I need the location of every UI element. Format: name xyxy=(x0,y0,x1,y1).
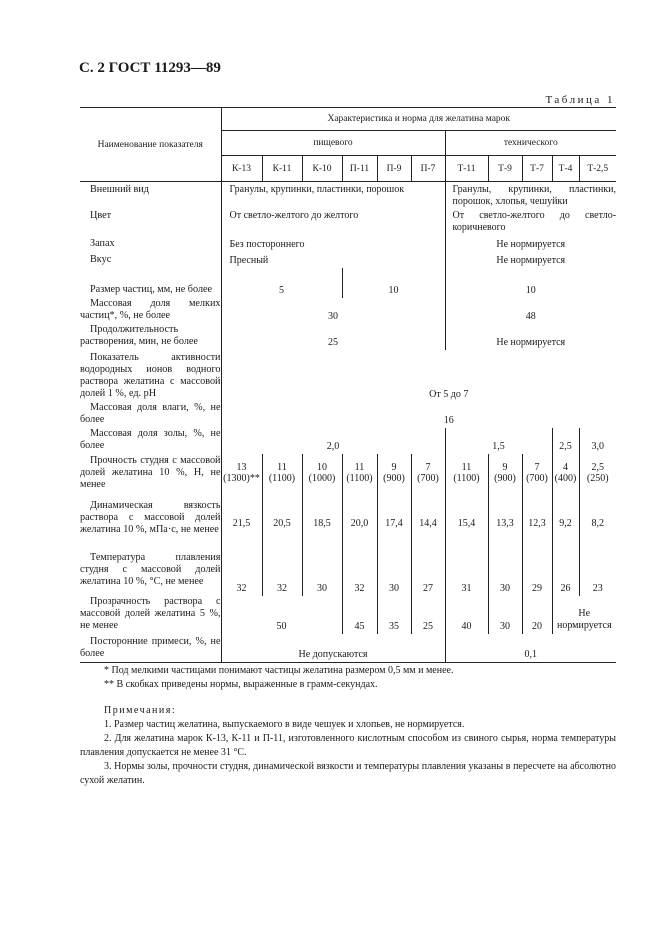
row-name-viscosity: Динамическая вязкость раствора с массовой долей желатина 10 %, мПа·с, не менее xyxy=(80,500,221,535)
transparency-t7: 20 xyxy=(522,596,552,634)
melting-temp-cell: 30 xyxy=(377,544,411,596)
transparency-t9: 30 xyxy=(488,596,522,634)
gel-strength-cell: 10 (1000) xyxy=(302,454,342,492)
melting-temp-cell: 32 xyxy=(342,544,377,596)
grade-header: П-11 xyxy=(342,156,377,182)
transparency-p11: 45 xyxy=(342,596,377,634)
viscosity-cell: 18,5 xyxy=(302,492,342,544)
row-name-dissolve-time: Продолжительность растворения, мин, не более xyxy=(80,324,198,347)
row-name-taste: Вкус xyxy=(90,254,112,265)
dissolve-time-food: 25 xyxy=(221,324,445,350)
fine-particles-food: 30 xyxy=(221,298,445,324)
grade-header: Т-9 xyxy=(488,156,522,182)
particle-size-k: 5 xyxy=(221,268,342,298)
gel-strength-cell: 13 (1300)** xyxy=(221,454,262,492)
viscosity-cell: 17,4 xyxy=(377,492,411,544)
viscosity-cell: 14,4 xyxy=(411,492,445,544)
melting-temp-cell: 32 xyxy=(221,544,262,596)
dissolve-time-tech: Не нормируется xyxy=(445,324,616,350)
row-name-ph: Показатель активности водородных ионов водного раствора желатина с массовой долей 1 %, ед. pH xyxy=(80,352,221,399)
transparency-p9: 35 xyxy=(377,596,411,634)
gel-strength-cell: 2,5 (250) xyxy=(579,454,616,492)
grade-header: П-7 xyxy=(411,156,445,182)
notes-block xyxy=(80,664,616,788)
ash-food: 2,0 xyxy=(221,428,445,454)
fine-particles-tech: 48 xyxy=(445,298,616,324)
viscosity-cell: 21,5 xyxy=(221,492,262,544)
row-name-smell: Запах xyxy=(90,238,115,249)
row-name-ash: Массовая доля золы, %, не более xyxy=(80,428,221,451)
footnote: ** В скобках приведены нормы, выраженные в грамм-секундах. xyxy=(104,679,378,690)
moisture-value: 16 xyxy=(221,402,616,428)
grade-header: К-13 xyxy=(221,156,262,182)
row-name-fine-particles: Массовая доля мелких частиц*, %, не более xyxy=(80,298,221,321)
transparency-t11: 40 xyxy=(445,596,488,634)
melting-temp-cell: 30 xyxy=(302,544,342,596)
color-tech: От светло-желтого до светло-коричневого xyxy=(445,208,616,236)
color-food: От светло-желтого до желтого xyxy=(221,208,445,236)
viscosity-cell: 9,2 xyxy=(552,492,579,544)
gel-strength-cell: 11 (1100) xyxy=(445,454,488,492)
particle-size-tech: 10 xyxy=(445,268,616,298)
grade-header: Т-4 xyxy=(552,156,579,182)
grade-header: Т-11 xyxy=(445,156,488,182)
food-grade-header: пищевого xyxy=(221,131,445,156)
appearance-tech: Гранулы, крупинки, пластинки, порошок, хлопья, чешуйки xyxy=(445,182,616,209)
melting-temp-cell: 30 xyxy=(488,544,522,596)
note-item: 3. Нормы золы, прочности студня, динамической вязкости и температуры плавления указаны в пересчете на абсолютно сухой желатин. xyxy=(80,761,616,786)
viscosity-cell: 13,3 xyxy=(488,492,522,544)
col-name-header: Наименование показателя xyxy=(80,108,221,182)
tech-grade-header: технического xyxy=(445,131,616,156)
viscosity-cell: 15,4 xyxy=(445,492,488,544)
grade-header: Т-2,5 xyxy=(579,156,616,182)
smell-food: Без постороннего xyxy=(221,236,445,252)
row-name-impurities: Посторонние примеси, %, не более xyxy=(80,634,221,662)
viscosity-cell: 12,3 xyxy=(522,492,552,544)
melting-temp-cell: 23 xyxy=(579,544,616,596)
row-name-transparency: Прозрачность раствора с массовой долей желатина 5 %, не менее xyxy=(80,596,221,631)
transparency-t4-t25: Не нормируется xyxy=(552,596,616,634)
table-caption: Таблица 1 xyxy=(545,94,615,106)
grade-header: П-9 xyxy=(377,156,411,182)
impurities-food: Не допускаются xyxy=(221,634,445,662)
grade-header: Т-7 xyxy=(522,156,552,182)
taste-tech: Не нормируется xyxy=(445,252,616,268)
impurities-tech: 0,1 xyxy=(445,634,616,662)
gel-strength-cell: 9 (900) xyxy=(377,454,411,492)
group-title: Характеристика и норма для желатина марок xyxy=(221,108,616,131)
grade-header: К-11 xyxy=(262,156,302,182)
row-name-appearance: Внешний вид xyxy=(90,184,149,195)
gel-strength-cell: 9 (900) xyxy=(488,454,522,492)
row-name-color: Цвет xyxy=(90,210,112,221)
row-name-gel-strength: Прочность студня с массовой долей желатина 10 %, Н, не менее xyxy=(80,455,221,490)
page-header: С. 2 ГОСТ 11293—89 xyxy=(79,60,221,76)
melting-temp-cell: 27 xyxy=(411,544,445,596)
ash-t: 1,5 xyxy=(445,428,552,454)
gel-strength-cell: 11 (1100) xyxy=(342,454,377,492)
notes-title: Примечания: xyxy=(104,705,177,716)
melting-temp-cell: 26 xyxy=(552,544,579,596)
ash-t25: 3,0 xyxy=(579,428,616,454)
gel-strength-cell: 7 (700) xyxy=(411,454,445,492)
gel-strength-cell: 11 (1100) xyxy=(262,454,302,492)
appearance-food: Гранулы, крупинки, пластинки, порошок xyxy=(221,182,445,209)
grade-header: К-10 xyxy=(302,156,342,182)
row-name-particle-size: Размер частиц, мм, не более xyxy=(90,284,213,295)
particle-size-p: 10 xyxy=(342,268,445,298)
row-name-melting-temp: Температура плавления студня с массовой долей желатина 10 %, °С, не менее xyxy=(80,552,221,587)
viscosity-cell: 8,2 xyxy=(579,492,616,544)
transparency-p7: 25 xyxy=(411,596,445,634)
note-item: 1. Размер частиц желатина, выпускаемого в виде чешуек и хлопьев, не нормируется. xyxy=(104,719,465,730)
melting-temp-cell: 29 xyxy=(522,544,552,596)
gel-strength-cell: 4 (400) xyxy=(552,454,579,492)
smell-tech: Не нормируется xyxy=(445,236,616,252)
footnote: * Под мелкими частицами понимают частицы желатина размером 0,5 мм и менее. xyxy=(104,665,454,676)
note-item: 2. Для желатина марок К-13, К-11 и П-11, изготовленного кислотным способом из свиного сырья, норма температуры плавления допускается не менее 31 °С. xyxy=(80,733,616,758)
ash-t4: 2,5 xyxy=(552,428,579,454)
viscosity-cell: 20,5 xyxy=(262,492,302,544)
gelatin-spec-table xyxy=(80,107,616,663)
melting-temp-cell: 31 xyxy=(445,544,488,596)
gel-strength-cell: 7 (700) xyxy=(522,454,552,492)
viscosity-cell: 20,0 xyxy=(342,492,377,544)
ph-value: От 5 до 7 xyxy=(221,350,616,402)
melting-temp-cell: 32 xyxy=(262,544,302,596)
row-name-moisture: Массовая доля влаги, %, не более xyxy=(80,402,221,425)
taste-food: Пресный xyxy=(221,252,445,268)
transparency-k: 50 xyxy=(221,596,342,634)
